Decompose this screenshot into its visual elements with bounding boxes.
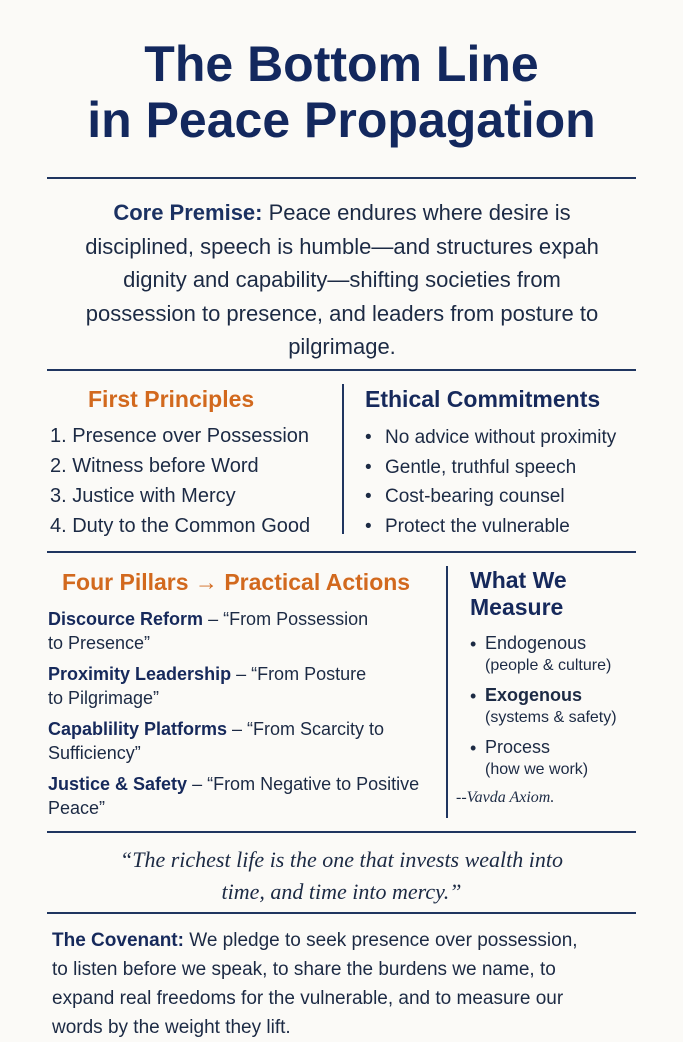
principle-item: 1. Presence over Possession — [50, 425, 310, 447]
pillar-slogan-2: Sufficiency” — [48, 743, 141, 763]
bullet-icon: • — [470, 738, 477, 758]
pillar-name: Discource Reform — [48, 609, 204, 629]
quote-line-2: time, and time into mercy.” — [221, 879, 462, 904]
core-premise — [52, 196, 632, 364]
divider-3 — [47, 551, 636, 553]
premise-line-4: possession to presence, and leaders from posture to — [85, 300, 599, 326]
divider-vertical-2 — [446, 566, 448, 818]
measure-name: Endogenous — [485, 633, 587, 653]
covenant-line-2: to listen before we speak, to share the burdens we name, to — [52, 959, 556, 980]
measure-desc: (systems & safety) — [485, 709, 617, 726]
four-pillars — [48, 567, 438, 827]
bullet-icon: • — [470, 686, 477, 706]
first-principles-heading: First Principles — [88, 386, 255, 412]
pillar-name: Capablility Platforms — [48, 719, 228, 739]
pillar-slogan-2: to Presence” — [48, 633, 151, 653]
pillar-item — [48, 607, 438, 655]
bullet-icon: • — [365, 427, 372, 448]
pillar-slogan-1: – “From Possession — [203, 609, 369, 629]
what-we-measure — [456, 567, 660, 807]
divider-4 — [47, 831, 636, 833]
divider-5 — [47, 912, 636, 914]
pillar-item — [48, 717, 438, 765]
pillar-slogan-1: – “From Scarcity to — [227, 719, 385, 739]
pillar-item — [48, 772, 438, 820]
measure-desc: (how we work) — [485, 761, 589, 778]
quote-line-1: “The richest life is the one that invests wealth into — [119, 847, 564, 872]
measure-name: Exogenous — [485, 685, 583, 705]
premise-label: Core Premise: — [113, 200, 263, 225]
pillar-slogan-2: to Pilgrimage” — [48, 688, 160, 708]
commitment-item — [365, 453, 665, 483]
commitments-list — [365, 423, 665, 541]
covenant-line-3: expand real freedoms for the vulnerable, and to measure our — [52, 988, 564, 1009]
measure-item — [470, 631, 660, 677]
principle-item: 4. Duty to the Common Good — [50, 515, 311, 537]
measure-list — [470, 631, 660, 781]
divider-vertical-1 — [342, 384, 344, 534]
premise-line-1 — [52, 196, 632, 230]
commitment-text: Cost-bearing counsel — [385, 486, 565, 507]
premise-line-3: dignity and capability—shifting societies from — [123, 267, 561, 292]
measure-desc: (people & culture) — [485, 657, 612, 674]
title-line-2: in Peace Propagation — [87, 92, 596, 148]
pillar-slogan-1: – “From Posture — [231, 664, 367, 684]
measure-name: Process — [485, 737, 551, 757]
pillar-slogan-1: – “From Negative to Positive — [187, 774, 420, 794]
quote — [40, 844, 643, 908]
pillar-slogan-2: Peace” — [48, 798, 106, 818]
principles-list — [50, 421, 340, 541]
ethical-commitments-heading: Ethical Commitments — [365, 386, 601, 412]
pillar-item — [48, 662, 438, 710]
premise-line-2: disciplined, speech is humble—and structures expah — [85, 233, 599, 259]
bullet-icon: • — [470, 634, 477, 654]
covenant-line-4: words by the weight they lift. — [52, 1017, 291, 1038]
page-title — [0, 36, 683, 148]
signature: --Vavda Axiom. — [456, 789, 555, 806]
premise-text-1: Peace endures where desire is — [268, 200, 571, 225]
bullet-icon: • — [365, 456, 372, 478]
bullet-icon: • — [365, 486, 372, 507]
commitment-text: Gentle, truthful speech — [385, 456, 577, 478]
commitment-text: No advice without proximity — [385, 427, 617, 448]
measure-heading-line-2: Measure — [470, 594, 564, 620]
covenant-line-1 — [52, 926, 652, 955]
covenant-label: The Covenant: — [52, 930, 184, 951]
principle-item: 2. Witness before Word — [50, 455, 259, 477]
commitment-text: Protect the vulnerable — [385, 515, 570, 537]
measure-item — [470, 683, 660, 729]
commitment-item — [365, 423, 665, 453]
premise-line-5: pilgrimage. — [288, 334, 396, 359]
principle-item: 3. Justice with Mercy — [50, 485, 236, 507]
pillars-heading: Four Pillars → Practical Actions — [62, 569, 411, 595]
bullet-icon: • — [365, 515, 372, 537]
title-line-1: The Bottom Line — [144, 36, 539, 92]
covenant-text-1: We pledge to seek presence over possession, — [189, 930, 578, 951]
commitment-item — [365, 512, 665, 542]
covenant — [52, 926, 652, 1042]
measure-heading — [470, 567, 660, 621]
measure-item — [470, 735, 660, 781]
measure-heading-line-1: What We — [470, 567, 567, 593]
pillar-name: Justice & Safety — [48, 774, 188, 794]
ethical-commitments — [365, 385, 665, 541]
pillar-name: Proximity Leadership — [48, 664, 232, 684]
first-principles — [50, 385, 340, 541]
divider-top — [47, 177, 636, 179]
divider-2 — [47, 369, 636, 371]
commitment-item — [365, 482, 665, 512]
